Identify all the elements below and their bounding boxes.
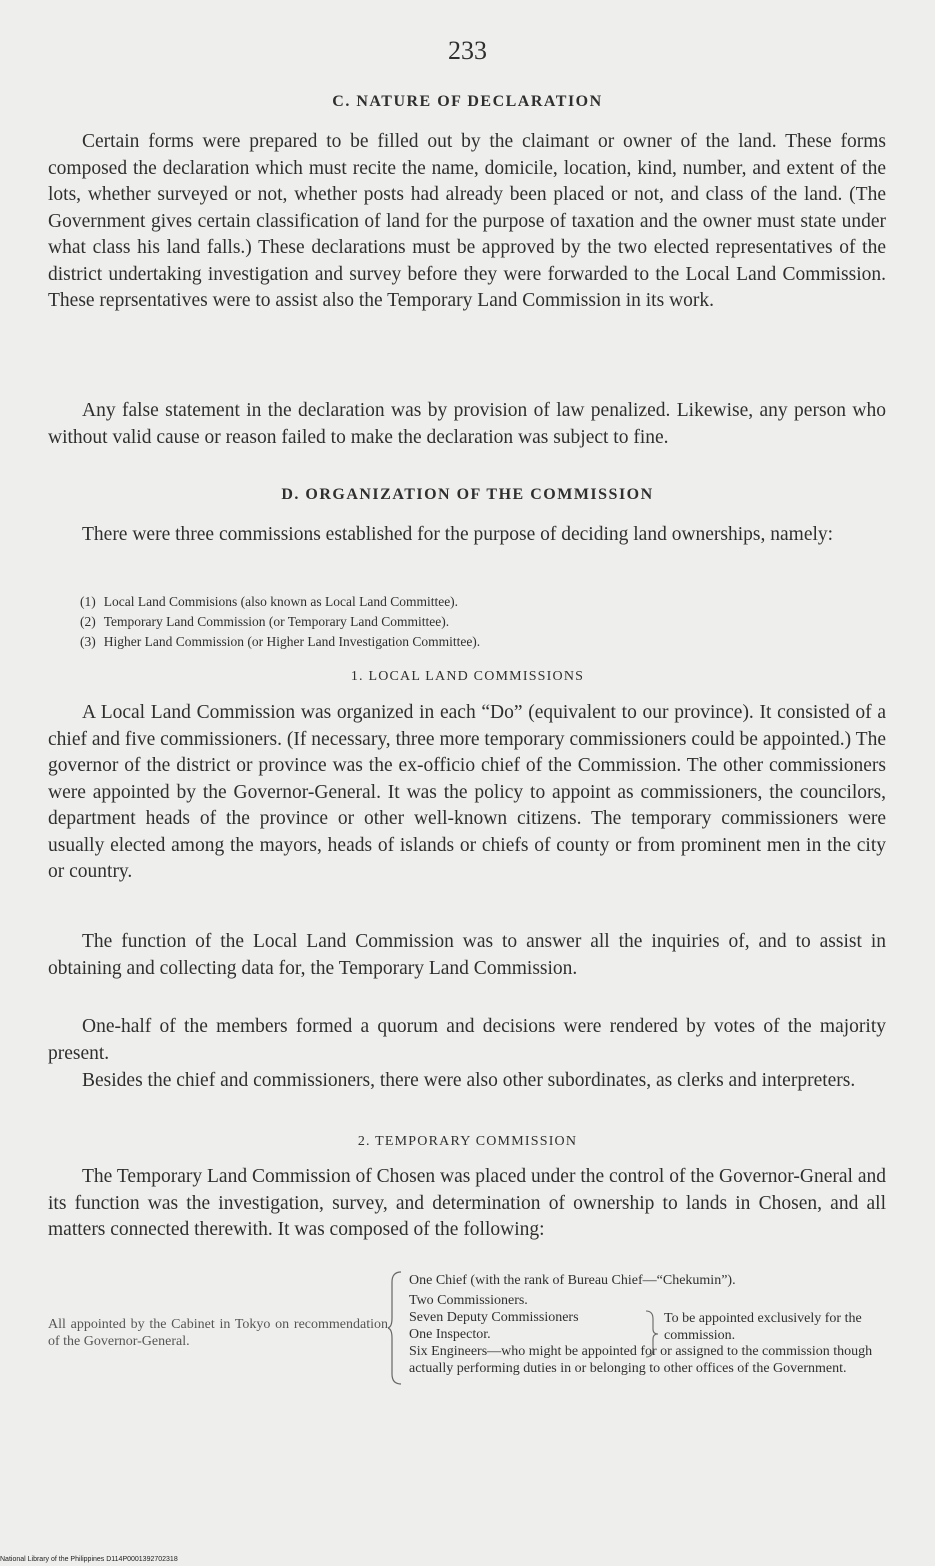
list-item-number: (2) [80,614,96,629]
list-item-number: (3) [80,634,96,649]
local-paragraph-1: A Local Land Commission was organized in each “Do” (equivalent to our province). It consisted of a chief and five commissioners. (If necessary, three more temporary commissioners could be appointed.) The governor of the district or province was the ex-officio chief of the Commission. The other commissioners were appointed by the Governor-General. It was the policy to appoint as commissioners, the councilors, department heads of the province or other well-known citizens. The temporary commissioners were usually elected among the mayors, heads of islands or chiefs of county or from prominent men in the city or country. [48,702,886,882]
member-commissioners: Two Commissioners. [409,1293,528,1308]
section-d-heading: D. ORGANIZATION OF THE COMMISSION [281,486,654,503]
local-commissions-heading: 1. LOCAL LAND COMMISSIONS [350,669,585,684]
local-paragraph-4: Besides the chief and commissioners, there were also other subordinates, as clerks and interpreters. [82,1070,856,1091]
list-item [80,592,860,612]
exclusive-appointment-note: To be appointed exclusively for the commission. [664,1311,862,1343]
appointment-note: All appointed by the Cabinet in Tokyo on recommendation of the Governor-General. [48,1317,388,1349]
footer-text: National Library of the Philippines D114P0001392702318 [0,1556,178,1563]
member-inspector: One Inspector. [409,1327,491,1342]
local-paragraph-3: One-half of the members formed a quorum and decisions were rendered by votes of the majority present. [48,1016,886,1064]
commission-list [80,592,860,652]
page-number: 233 [448,36,487,65]
list-item-text: Local Land Commisions (also known as Local Land Committee). [103,594,459,609]
list-item-text: Higher Land Commission (or Higher Land Investigation Committee). [103,634,481,649]
right-brace-icon [645,1309,659,1359]
left-brace-icon [388,1270,404,1386]
list-item-text: Temporary Land Commission (or Temporary Land Committee). [103,614,450,629]
list-item [80,632,860,652]
member-deputy-commissioners: Seven Deputy Commissioners [409,1310,579,1325]
section-c-heading: C. NATURE OF DECLARATION [332,93,603,110]
member-engineers: Six Engineers—who might be appointed for or assigned to the commission though actually performing duties in or belonging to other offices of the Government. [409,1344,873,1376]
list-item [80,612,860,632]
temporary-paragraph-1: The Temporary Land Commission of Chosen was placed under the control of the Governor-Gneral and its function was the investigation, survey, and determination of ownership to lands in Chosen, and all matters connected therewith. It was composed of the following: [48,1166,886,1240]
list-item-number: (1) [80,594,96,609]
section-c-paragraph-2: Any false statement in the declaration was by provision of law penalized. Likewise, any person who without valid cause or reason failed to make the declaration was subject to fine. [48,400,886,448]
section-d-paragraph-1: There were three commissions established for the purpose of deciding land ownerships, namely: [82,524,834,545]
temporary-commission-heading: 2. TEMPORARY COMMISSION [357,1134,578,1149]
local-paragraph-2: The function of the Local Land Commission was to answer all the inquiries of, and to assist in obtaining and collecting data for, the Temporary Land Commission. [48,931,886,979]
member-chief: One Chief (with the rank of Bureau Chief—“Chekumin”). [409,1273,736,1288]
section-c-paragraph-1: Certain forms were prepared to be filled out by the claimant or owner of the land. These forms composed the declaration which must recite the name, domicile, location, kind, number, and extent of the lots, whether surveyed or not, whether posts had already been placed or not, and class of the land. (The Government gives certain classification of land for the purpose of taxation and the owner must state under what class his land falls.) These declarations must be approved by the two elected representatives of the district undertaking investigation and survey before they were forwarded to the Local Land Commission. These reprsentatives were to assist also the Temporary Land Commission in its work. [48,131,886,311]
